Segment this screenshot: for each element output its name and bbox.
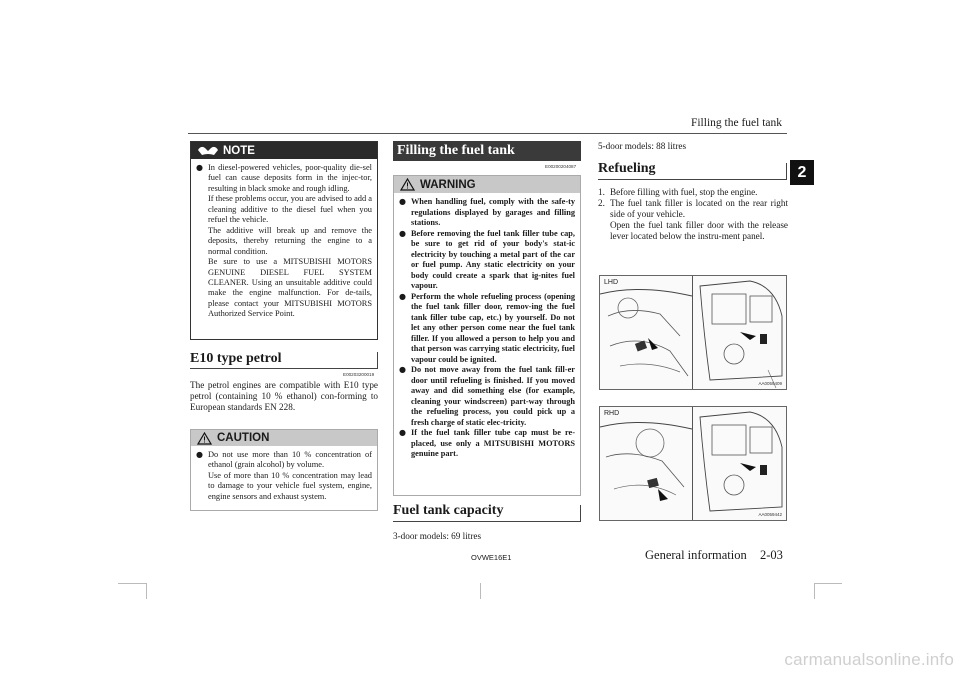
- warning-text: When handling fuel, comply with the safe-ty regulations displayed by garages and filling stations.: [411, 197, 575, 227]
- bullet-icon: ●: [196, 163, 203, 172]
- capacity-three-door: 3-door models: 69 litres: [393, 531, 482, 541]
- caution-text: Do not use more than 10 % concentration of ethanol (grain alcohol) by volume.: [208, 450, 372, 470]
- note-body: [191, 159, 377, 320]
- bullet-icon: ●: [399, 365, 406, 374]
- list-item: [399, 428, 575, 460]
- section-title-capacity: Fuel tank capacity: [393, 503, 504, 518]
- step-item: [598, 198, 788, 242]
- header-rule: [188, 133, 787, 134]
- figure-rhd: [599, 406, 787, 521]
- section-title-e10: E10 type petrol: [190, 351, 282, 366]
- rhd-illustration: [600, 407, 787, 521]
- hands-note-icon: [197, 144, 219, 157]
- lhd-illustration: [600, 276, 787, 390]
- section-tick: [580, 505, 581, 522]
- crop-mark: [118, 583, 146, 584]
- warning-text: Perform the whole refueling process (opening the fuel tank filler door, remov-ing the fuel tank filler tube cap, etc.) by yourself. Do not let any other person come near the fuel tank filler. If you allowed a person to help you and that person was carrying static electricity, fuel vapour could be ignited.: [411, 291, 575, 364]
- note-text: The additive will break up and remove the deposits, thereby returning the engine to a normal condition.: [208, 225, 372, 256]
- warning-header: [394, 176, 580, 193]
- figure-label: RHD: [604, 410, 620, 417]
- figure-label: LHD: [604, 279, 619, 286]
- e10-paragraph: The petrol engines are compatible with E10 type petrol (containing 10 % ethanol) con-forming to European standards EN 228.: [190, 380, 378, 412]
- step-text: Before filling with fuel, stop the engine.: [610, 187, 758, 197]
- note-label: NOTE: [223, 144, 255, 157]
- figure-lhd: [599, 275, 787, 390]
- section-tick: [786, 163, 787, 180]
- caution-text: Use of more than 10 % concentration may lead to damage to your vehicle fuel system, engine, engine sensors and exhaust system.: [208, 470, 372, 501]
- step-text-extra: Open the fuel tank filler door with the release lever located below the instru-ment panel.: [610, 220, 788, 241]
- step-text: The fuel tank filler is located on the rear right side of your vehicle.: [610, 198, 788, 219]
- bullet-icon: ●: [399, 428, 406, 437]
- warning-text: If the fuel tank filler tube cap must be re-placed, use only a MITSUBISHI MOTORS genuine part.: [411, 428, 575, 458]
- watermark: carmanualsonline.info: [784, 650, 954, 669]
- bullet-icon: ●: [399, 228, 406, 238]
- list-item: [399, 197, 575, 229]
- running-header: Filling the fuel tank: [690, 117, 782, 129]
- page-number: 2-03: [760, 548, 783, 562]
- list-item: [399, 292, 575, 366]
- warning-body: [394, 193, 580, 460]
- crop-mark: [146, 583, 147, 599]
- caution-box: [190, 429, 378, 511]
- note-text: Be sure to use a MITSUBISHI MOTORS GENUINE DIESEL FUEL SYSTEM CLEANER. Using an unsuitable additive could make the engine malfunction. For de-tails, please contact your MITSUBISHI MOTORS Authorized Service Point.: [208, 257, 372, 319]
- note-text: In diesel-powered vehicles, poor-quality die-sel fuel can cause deposits form in the injec-tor, resulting in black smoke and rough idling.: [208, 163, 372, 193]
- section-rule: [598, 179, 786, 180]
- section-rule: [393, 521, 581, 522]
- crop-mark: [814, 583, 815, 599]
- note-text: If these problems occur, you are advised to add a cleaning additive to the diesel fuel when you refuel the vehicle.: [208, 194, 372, 225]
- note-box: [190, 141, 378, 340]
- warning-triangle-icon: [400, 178, 415, 191]
- figure-code: AA0059409: [758, 381, 782, 386]
- step-number: 1.: [598, 187, 605, 197]
- section-code: E00203200019: [343, 372, 375, 377]
- caution-label: CAUTION: [217, 432, 270, 444]
- figure-code: AA0059442: [758, 512, 782, 517]
- section-tick: [377, 352, 378, 369]
- list-item: [196, 450, 372, 502]
- crop-mark: [480, 583, 481, 599]
- warning-triangle-icon: [197, 432, 212, 445]
- chapter-tab: 2: [790, 160, 814, 185]
- footer-section-name: General information: [645, 548, 747, 562]
- note-header: [191, 142, 377, 159]
- warning-box: [393, 175, 581, 496]
- caution-header: [191, 430, 377, 446]
- list-item: [399, 365, 575, 428]
- warning-label: WARNING: [420, 178, 476, 191]
- capacity-five-door: 5-door models: 88 litres: [598, 141, 687, 151]
- bullet-icon: ●: [399, 291, 406, 301]
- bullet-icon: ●: [399, 197, 406, 206]
- list-item: [399, 229, 575, 292]
- step-item: [598, 187, 788, 198]
- list-item: [196, 163, 372, 320]
- refueling-steps: [598, 187, 788, 242]
- crop-mark: [814, 583, 842, 584]
- bullet-icon: ●: [196, 450, 203, 459]
- section-title-filling: Filling the fuel tank: [393, 141, 581, 161]
- section-rule: [190, 368, 378, 369]
- document-code: OVWE16E1: [471, 553, 512, 562]
- warning-text: Do not move away from the fuel tank fill-er door until refueling is finished. If you moved away and did something else (for example, cleaning your windscreen) part-way through the refueling process, you could pick up a fresh charge of static elec-tricity.: [411, 365, 575, 427]
- warning-text: Before removing the fuel tank filler tube cap, be sure to get rid of your body's stat-ic electricity by touching a metal part of the car or fuel pump. Any static electricity on your body could create a spark that ig-nites fuel vapour.: [411, 228, 575, 290]
- step-number: 2.: [598, 198, 605, 208]
- section-code: E00200204087: [545, 164, 577, 169]
- caution-body: [191, 446, 377, 502]
- section-title-refueling: Refueling: [598, 161, 656, 176]
